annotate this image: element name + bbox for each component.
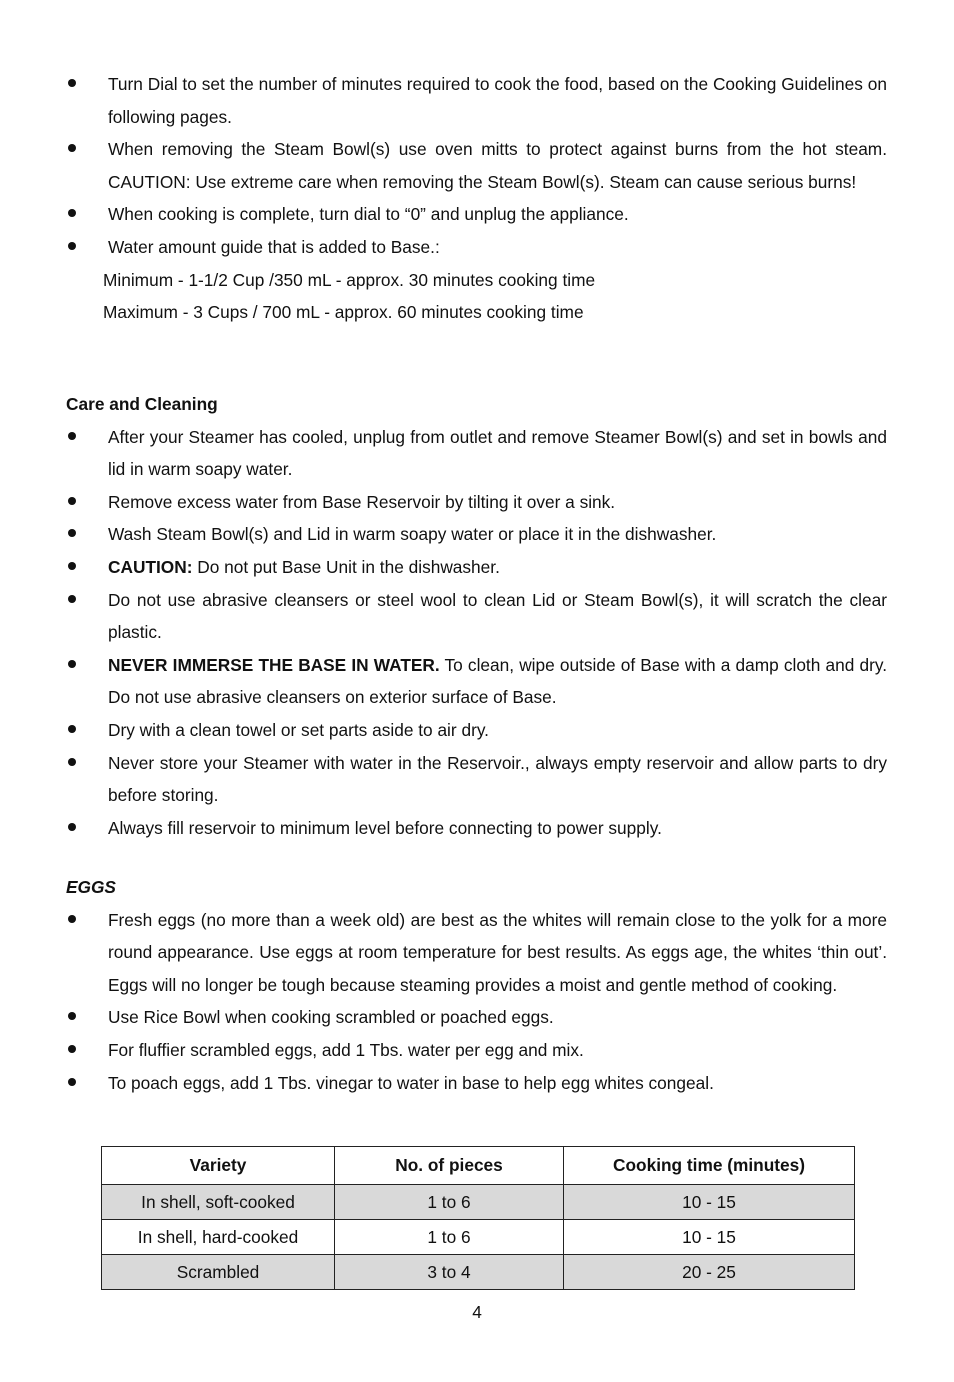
page-number: 4 — [472, 1302, 482, 1322]
list-item: Remove excess water from Base Reservoir by tilting it over a sink. — [66, 486, 887, 519]
table-cell: In shell, soft-cooked — [102, 1185, 335, 1220]
never-immerse-text: To clean, wipe outside of Base with a damp cloth and dry. Do not use abrasive cleansers on exterior surface of Base. — [108, 654, 887, 708]
table-cell: 10 - 15 — [564, 1185, 855, 1220]
list-item: Dry with a clean towel or set parts aside to air dry. — [66, 714, 887, 747]
list-item: Use Rice Bowl when cooking scrambled or poached eggs. — [66, 1001, 887, 1034]
list-item: After your Steamer has cooled, unplug from outlet and remove Steamer Bowl(s) and set in bowls and lid in warm soapy water. — [66, 421, 887, 486]
table-cell: In shell, hard-cooked — [102, 1220, 335, 1255]
table-cell: 10 - 15 — [564, 1220, 855, 1255]
list-item: Never store your Steamer with water in the Reservoir., always empty reservoir and allow parts to dry before storing. — [66, 747, 887, 812]
table-cell: 1 to 6 — [335, 1185, 564, 1220]
care-heading: Care and Cleaning — [66, 394, 218, 414]
intro-section — [66, 68, 887, 329]
care-section — [66, 388, 887, 844]
caution-label: CAUTION: — [108, 556, 193, 577]
column-header-cooking-time: Cooking time (minutes) — [564, 1147, 855, 1185]
table-cell: 20 - 25 — [564, 1255, 855, 1290]
list-item: Water amount guide that is added to Base.: — [66, 231, 887, 264]
eggs-bullet-list — [66, 904, 887, 1100]
list-item: When cooking is complete, turn dial to “0” and unplug the appliance. — [66, 198, 887, 231]
list-item: To poach eggs, add 1 Tbs. vinegar to water in base to help egg whites congeal. — [66, 1067, 887, 1100]
list-item — [66, 649, 887, 714]
table-row — [102, 1255, 855, 1290]
list-item: Wash Steam Bowl(s) and Lid in warm soapy water or place it in the dishwasher. — [66, 518, 887, 551]
list-item: Always fill reservoir to minimum level before connecting to power supply. — [66, 812, 887, 845]
eggs-heading: EGGS — [66, 877, 116, 897]
table-row — [102, 1185, 855, 1220]
care-bullet-list — [66, 421, 887, 845]
caution-text: Do not put Base Unit in the dishwasher. — [192, 556, 500, 577]
table-cell: Scrambled — [102, 1255, 335, 1290]
column-header-variety: Variety — [102, 1147, 335, 1185]
list-item: For fluffier scrambled eggs, add 1 Tbs. water per egg and mix. — [66, 1034, 887, 1067]
column-header-pieces: No. of pieces — [335, 1147, 564, 1185]
water-minimum-line: Minimum - 1-1/2 Cup /350 mL - approx. 30 minutes cooking time — [103, 269, 596, 290]
list-item — [66, 551, 887, 584]
never-immerse-label: NEVER IMMERSE THE BASE IN WATER. — [108, 654, 440, 675]
table-cell: 3 to 4 — [335, 1255, 564, 1290]
table-cell: 1 to 6 — [335, 1220, 564, 1255]
table-row — [102, 1220, 855, 1255]
water-maximum-line: Maximum - 3 Cups / 700 mL - approx. 60 minutes cooking time — [103, 302, 584, 323]
eggs-cooking-table — [101, 1146, 855, 1290]
eggs-section — [66, 871, 887, 1099]
list-item: Fresh eggs (no more than a week old) are best as the whites will remain close to the yolk for a more round appearance. Use eggs at room temperature for best results. As eggs age, the whites ‘thin out’. Eggs will no longer be tough because steaming provides a moist and gentle method of cooking. — [66, 904, 887, 1002]
list-item: Turn Dial to set the number of minutes required to cook the food, based on the Cooking Guidelines on following pages. — [66, 68, 887, 133]
list-item: Do not use abrasive cleansers or steel wool to clean Lid or Steam Bowl(s), it will scratch the clear plastic. — [66, 584, 887, 649]
intro-bullet-list — [66, 68, 887, 264]
list-item: When removing the Steam Bowl(s) use oven mitts to protect against burns from the hot steam. CAUTION: Use extreme care when removing the Steam Bowl(s). Steam can cause serious burns! — [66, 133, 887, 198]
table-header-row — [102, 1147, 855, 1185]
